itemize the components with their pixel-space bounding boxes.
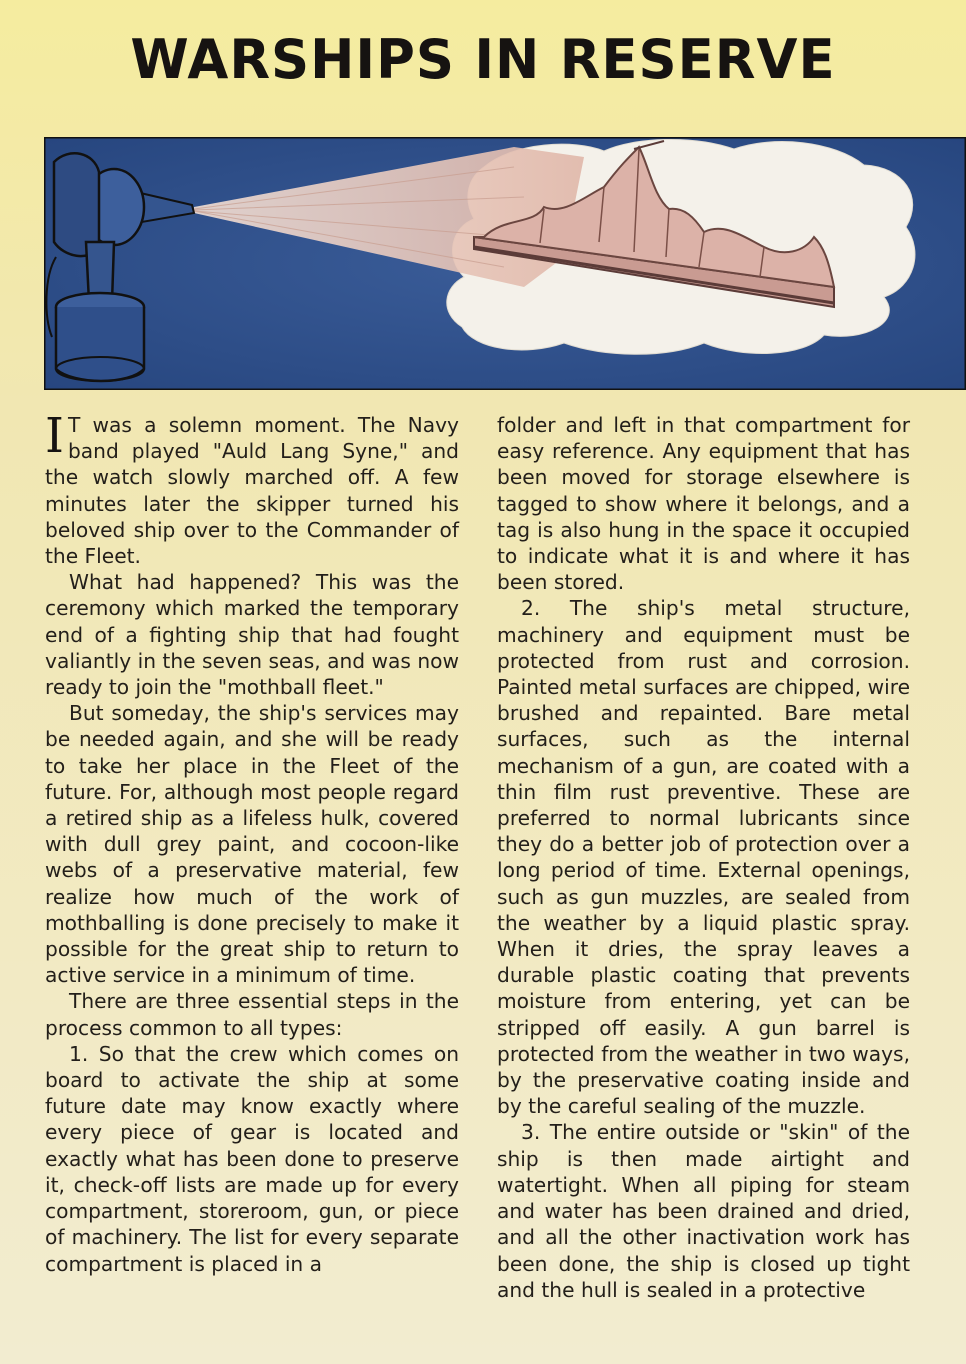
paragraph-8: 3. The entire outside or "skin" of the ship is then made airtight and watertight. When all piping for steam and water has been drained and dried, and all the other inactivation work has been done, the ship is closed up tight and the hull is sealed in a protective (497, 1120, 910, 1302)
article-column-right (497, 412, 910, 1303)
page-title: WARSHIPS IN RESERVE (130, 28, 836, 91)
paragraph-3: But someday, the ship's services may be needed again, and she will be ready to take her place in the Fleet of the future. For, although most people regard a retired ship as a lifeless hulk, covered with dull grey paint, and cocoon-like webs of a preservative material, few realize how much of the work of mothballing is done precisely to make it possible for the great ship to return to active service in a minimum of time. (45, 701, 459, 988)
drop-cap: I (45, 408, 64, 464)
spray-gun-cap (54, 153, 99, 256)
paragraph-5: 1. So that the crew which comes on board to activate the ship at some future date may know exactly where every piece of gear is located and exactly what has been done to preserve it, check-off lists are made up for every compartment, storeroom, gun, or piece of machinery. The list for every separate compartment is placed in a (45, 1041, 459, 1276)
article-column-left (45, 408, 460, 1277)
spray-gun-ship-illustration (44, 137, 966, 390)
illustration-svg (44, 137, 966, 390)
paragraph-1 (45, 408, 459, 569)
paragraph-1-text: T was a solemn moment. The Navy band played "Auld Lang Syne," and the watch slowly marched off. A few minutes later the skipper turned his beloved ship over to the Commander of the Fleet. (45, 413, 459, 569)
paragraph-4: There are three essential steps in the process common to all types: (45, 989, 459, 1040)
paragraph-6: folder and left in that compartment for easy reference. Any equipment that has been moved for storage elsewhere is tagged to show where it belongs, and a tag is also hung in the space it occupied to indicate what it is and where it has been stored. (497, 413, 910, 595)
spray-gun-base (56, 307, 144, 381)
paragraph-7: 2. The ship's metal structure, machinery and equipment must be protected from rust and corrosion. Painted metal surfaces are chipped, wire brushed and repainted. Bare metal surfaces, such as the internal mechanism of a gun, are coated with a thin film rust preventive. These are preferred to normal lubricants since they do a better job of protection over a long period of time. External openings, such as gun muzzles, are sealed from the weather by a liquid plastic spray. When it dries, the spray leaves a durable plastic coating that prevents moisture from entering, yet can be stripped off easily. A gun barrel is protected from the weather in two ways, by the preservative coating inside and by the careful sealing of the muzzle. (497, 596, 910, 1119)
paragraph-2: What had happened? This was the ceremony which marked the temporary end of a fighting ship that had fought valiantly in the seven seas, and was now ready to join the "mothball fleet." (45, 570, 460, 700)
